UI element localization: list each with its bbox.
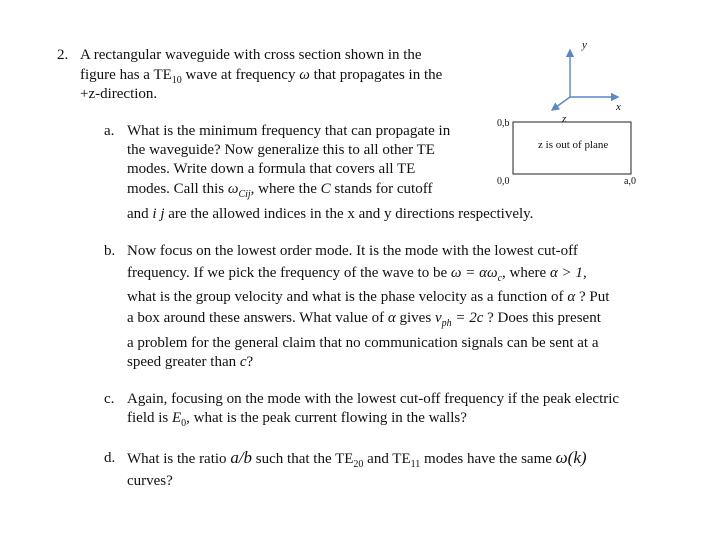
intro-line-2: figure has a $TE_{10}$ wave at frequency ω that propagates in the [80, 67, 443, 86]
part-b-line-2: frequency. If we pick the frequency of the wave to be $\omega = \alpha\omega_c$, where α > 1, [127, 265, 587, 284]
axis-z-label: z [562, 113, 567, 125]
corner-label-a0: a,0 [624, 176, 636, 187]
axes-icon [552, 50, 618, 110]
figure-note: z is out of plane [538, 139, 609, 151]
part-b-line-5: a problem for the general claim that no communication signals can be sent at a [127, 335, 599, 351]
part-c-line-2: field is $E_0$, what is the peak current flowing in the walls? [127, 410, 467, 429]
corner-label-00: 0,0 [497, 176, 510, 187]
part-b-line-3: what is the group velocity and what is the phase velocity as a function of α ? Put [127, 289, 610, 305]
part-a-line-2: the waveguide? Now generalize this to all other TE [127, 142, 435, 158]
part-b-line-6: speed greater than c? [127, 354, 254, 370]
part-b-label: b. [104, 243, 116, 259]
part-a-line-4: modes. Call this $\omega_{Cij}$, where the C stands for cutoff [127, 181, 433, 200]
intro-line-1: A rectangular waveguide with cross section shown in the [80, 47, 422, 63]
axis-x-label: x [616, 101, 621, 113]
part-d-label: d. [104, 450, 116, 466]
part-a-line-1: What is the minimum frequency that can propagate in [127, 123, 451, 139]
intro-line-3: +z-direction. [80, 86, 158, 102]
part-c-line-1: Again, focusing on the mode with the lowest cut-off frequency if the peak electric [127, 391, 620, 407]
part-a-line-5: and i j are the allowed indices in the x and y directions respectively. [127, 206, 534, 222]
part-d-line-1: What is the ratio a/b such that the $TE_{20}$ and $TE_{11}$ modes have the same ω(k) [127, 448, 587, 470]
part-b-line-4: a box around these answers. What value of α gives $v_{ph} = 2c$ ? Does this present [127, 310, 601, 329]
corner-label-0b: 0,b [497, 118, 510, 129]
part-d-line-2: curves? [127, 473, 173, 489]
part-a-label: a. [104, 123, 115, 139]
problem-number: 2. [57, 47, 69, 63]
part-c-label: c. [104, 391, 115, 407]
part-a-line-3: modes. Write down a formula that covers all TE [127, 161, 416, 177]
part-b-line-1: Now focus on the lowest order mode. It is the mode with the lowest cut-off [127, 243, 578, 259]
axis-y-label: y [582, 39, 587, 51]
